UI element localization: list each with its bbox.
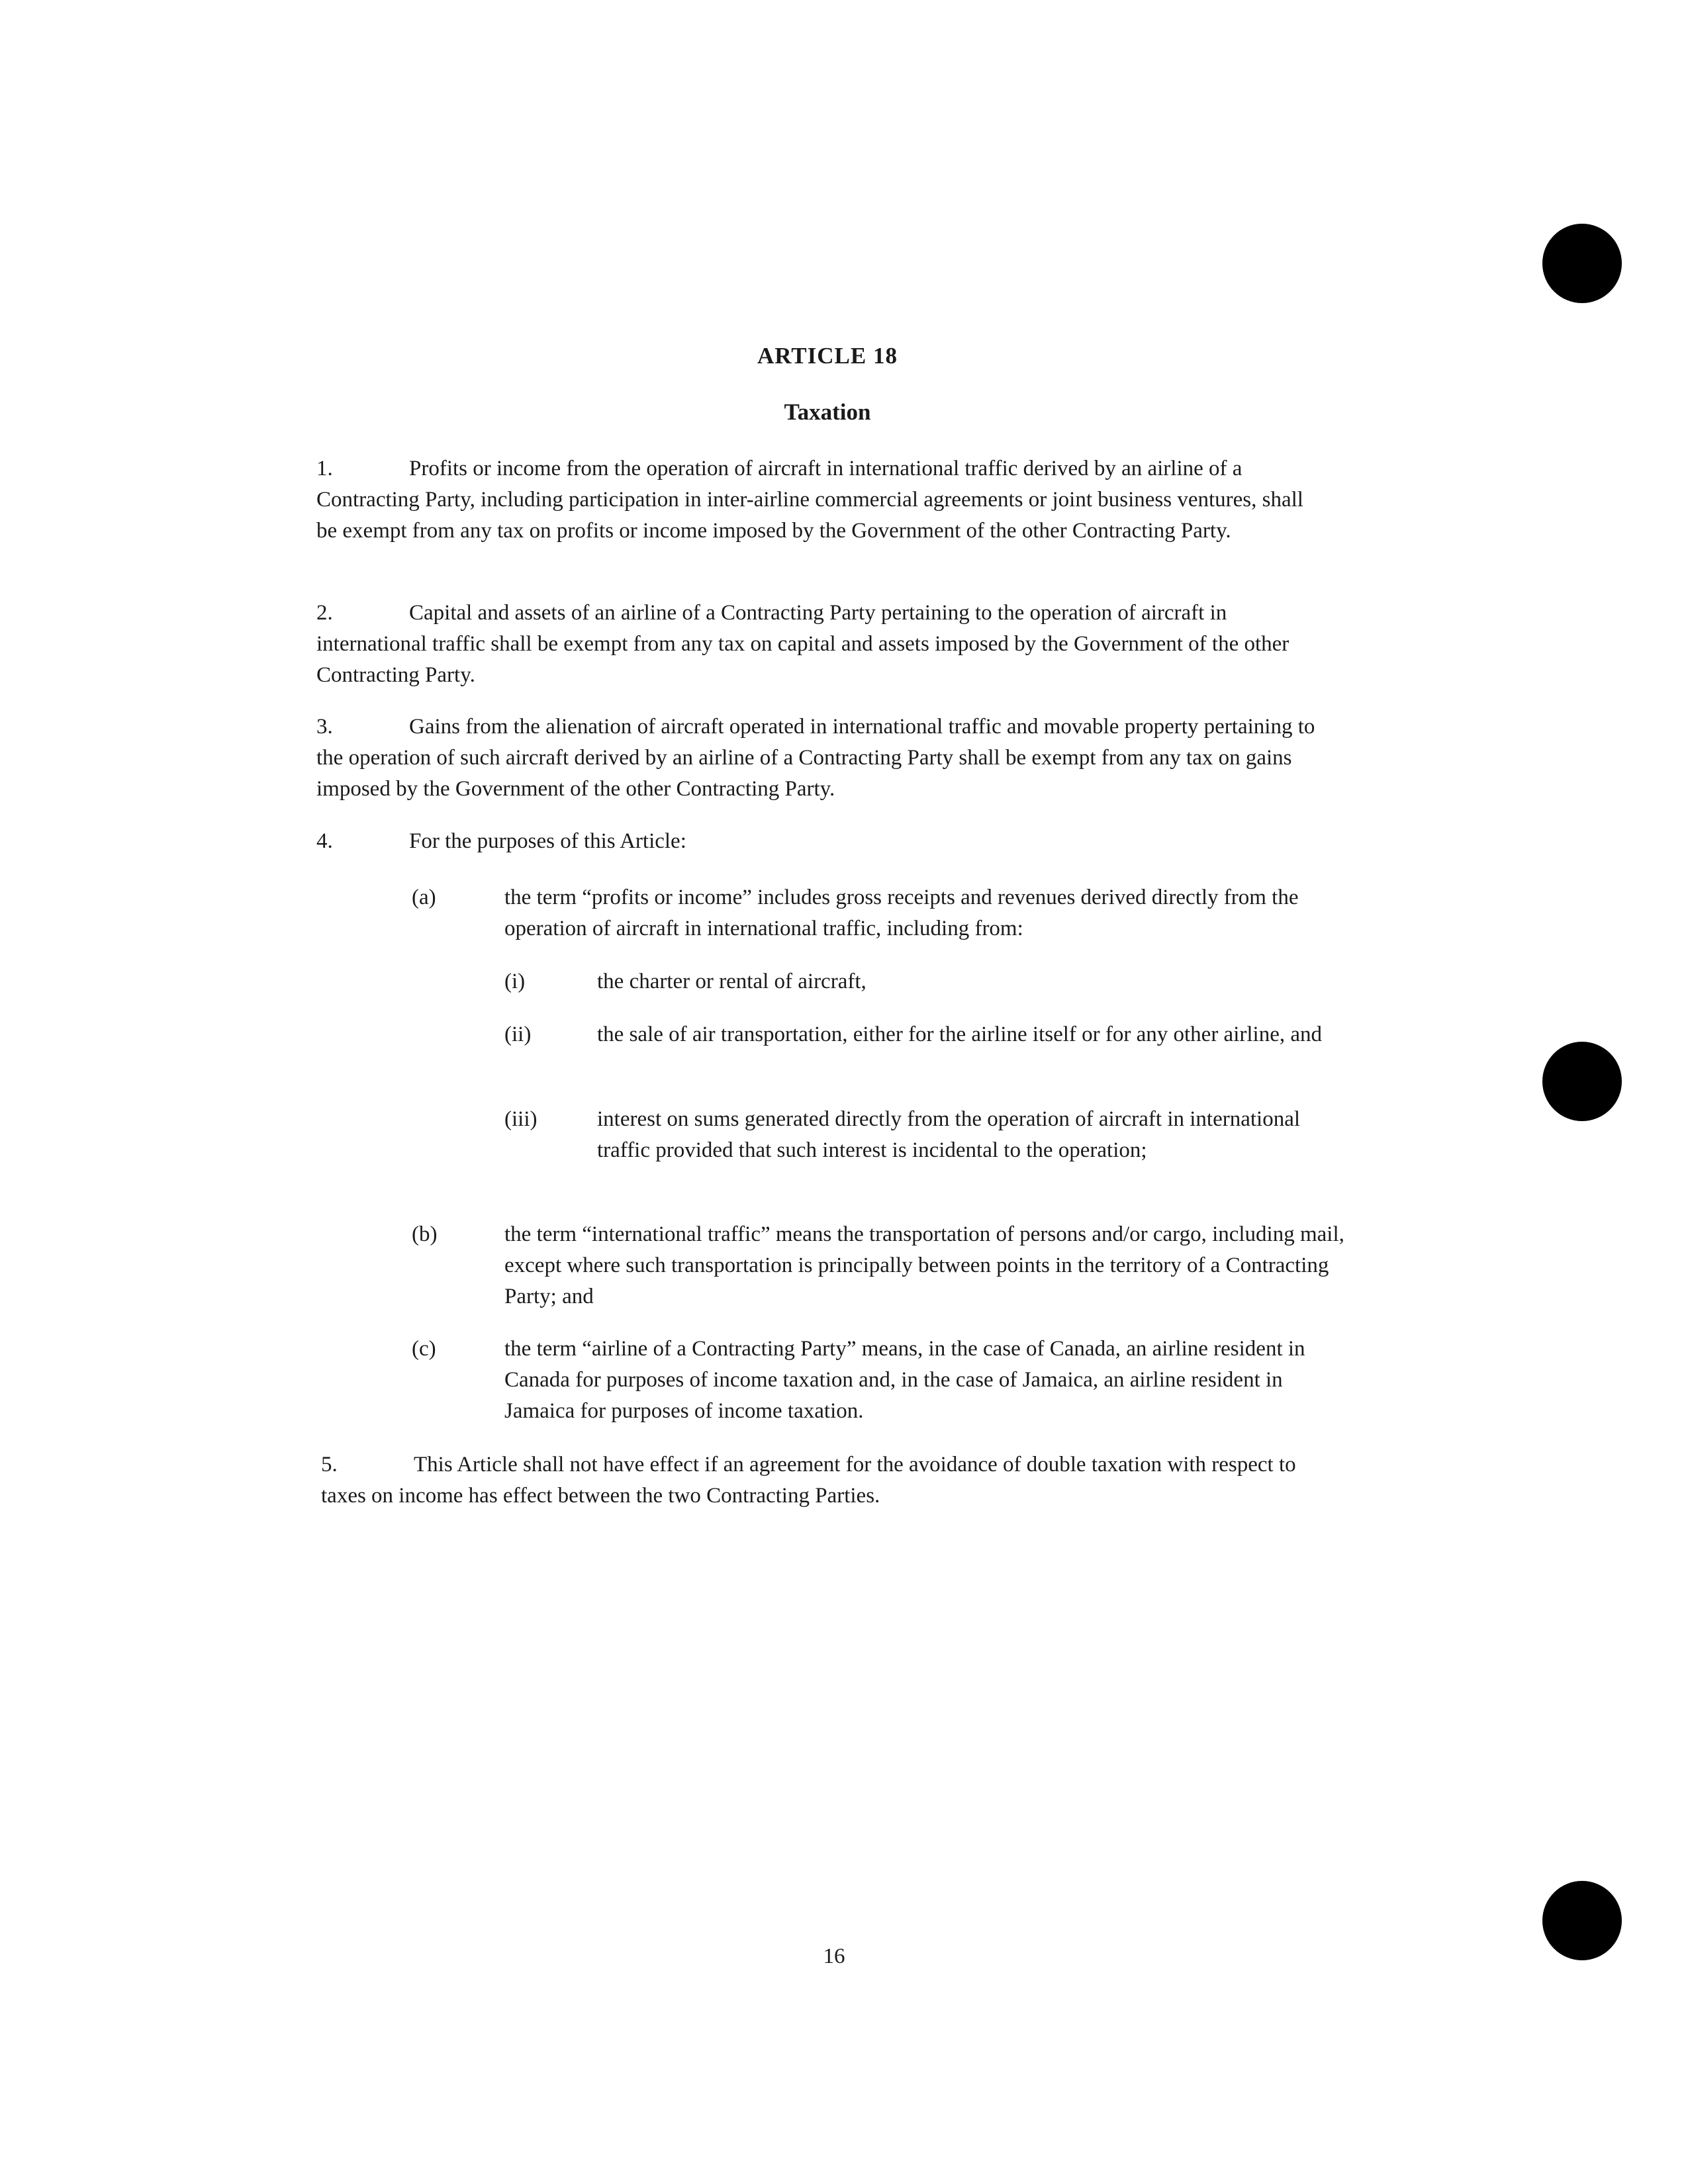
subparagraph-text: the term “airline of a Contracting Party” means, in the case of Canada, an airline resident in Canada for purposes of income taxation and, in the case of Jamaica, an airline resident in Jamaica for purposes of income taxation.: [504, 1337, 1305, 1423]
subparagraph-label: (a): [412, 886, 436, 909]
paragraph-number: 2.: [316, 601, 333, 625]
paragraph-text: Capital and assets of an airline of a Contracting Party pertaining to the operation of aircraft in international traffic shall be exempt from any tax on capital and assets imposed by the Government of the other Contracting Party.: [316, 601, 1289, 687]
paragraph-text: Profits or income from the operation of aircraft in international traffic derived by an airline of a Contracting Party, including participation in inter-airline commercial agreements or joint business ventures, shall be exempt from any tax on profits or income imposed by the Government of the other Contracting Party.: [316, 457, 1303, 543]
paragraph-number: 5.: [321, 1453, 338, 1477]
clause-text: the charter or rental of aircraft,: [597, 970, 867, 993]
paragraph-number: 4.: [316, 829, 333, 853]
paragraph-5: [321, 1449, 1327, 1512]
paragraph-2: [316, 598, 1323, 691]
subparagraph-label: (b): [412, 1222, 438, 1246]
paragraph-4: [316, 826, 1336, 857]
paragraph-text: For the purposes of this Article:: [409, 829, 686, 853]
subparagraph-text: the term “profits or income” includes gross receipts and revenues derived directly from the operation of aircraft in international traffic, including from:: [504, 886, 1299, 940]
paragraph-text: This Article shall not have effect if an agreement for the avoidance of double taxation with respect to taxes on income has effect between the two Contracting Parties.: [321, 1453, 1296, 1508]
paragraph-3: [316, 711, 1336, 805]
subparagraph-text: the term “international traffic” means the transportation of persons and/or cargo, including mail, except where such transportation is principally between points in the territory of a Contracting Party; and: [504, 1222, 1344, 1308]
punch-hole-top: [1542, 224, 1622, 303]
page-number: 16: [823, 1944, 845, 1968]
clause-label: (ii): [504, 1023, 532, 1046]
clause-text: the sale of air transportation, either for the airline itself or for any other airline, and: [597, 1023, 1322, 1046]
subparagraph-label: (c): [412, 1337, 436, 1361]
punch-hole-middle: [1542, 1042, 1622, 1121]
paragraph-number: 3.: [316, 715, 333, 739]
article-subtitle: Taxation: [784, 399, 871, 425]
article-title: ARTICLE 18: [757, 343, 898, 369]
clause-label: (iii): [504, 1107, 538, 1131]
paragraph-number: 1.: [316, 457, 333, 480]
paragraph-text: Gains from the alienation of aircraft operated in international traffic and movable property pertaining to the operation of such aircraft derived by an airline of a Contracting Party shall be exempt from any tax on gains imposed by the Government of the other Contracting Party.: [316, 715, 1315, 801]
paragraph-1: [316, 453, 1309, 547]
clause-text: interest on sums generated directly from the operation of aircraft in international traffic provided that such interest is incidental to the operation;: [597, 1107, 1301, 1162]
clause-label: (i): [504, 970, 526, 993]
